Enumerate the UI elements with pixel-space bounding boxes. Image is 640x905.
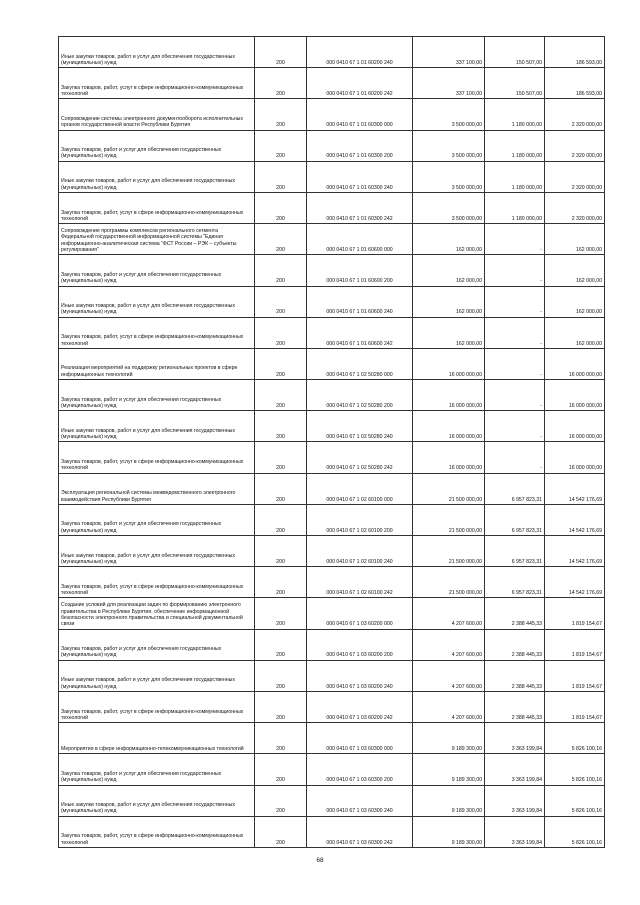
row-budget-classification-code: 000 0410 67 1 01 60600 242 [307,317,413,348]
row-line-code: 200 [255,629,307,660]
row-approved-amount: 16 000 000,00 [413,348,485,379]
table-row [59,380,605,411]
row-executed-amount: 150 507,00 [485,37,545,68]
row-description: Закупка товаров, работ и услуг для обеспечения государственных (муниципальных) нужд [59,629,255,660]
table-row [59,598,605,629]
row-unexecuted-amount: 2 320 000,00 [545,130,605,161]
row-line-code: 200 [255,598,307,629]
row-description: Закупка товаров, работ и услуг для обеспечения государственных (муниципальных) нужд [59,255,255,286]
row-unexecuted-amount: 2 320 000,00 [545,99,605,130]
table-row [59,442,605,473]
budget-table-wrapper [58,36,604,848]
row-line-code: 200 [255,411,307,442]
row-description: Сопровождение системы электронного документооборота исполнительных органов государственной власти Республики Бурятия [59,99,255,130]
row-approved-amount: 9 189 300,00 [413,816,485,847]
row-approved-amount: 16 000 000,00 [413,442,485,473]
row-line-code: 200 [255,317,307,348]
row-budget-classification-code: 000 0410 67 1 01 60600 240 [307,286,413,317]
row-executed-amount: 3 363 199,84 [485,723,545,754]
row-description: Иные закупки товаров, работ и услуг для обеспечения государственных (муниципальных) нужд [59,411,255,442]
row-budget-classification-code: 000 0410 67 1 01 60600 200 [307,255,413,286]
row-budget-classification-code: 000 0410 67 1 01 60200 242 [307,68,413,99]
row-budget-classification-code: 000 0410 67 1 01 60300 000 [307,99,413,130]
row-description: Закупка товаров, работ и услуг для обеспечения государственных (муниципальных) нужд [59,130,255,161]
row-description: Закупка товаров, работ, услуг в сфере информационно-коммуникационных технологий [59,192,255,223]
row-executed-amount: 1 180 000,00 [485,99,545,130]
row-executed-amount: - [485,224,545,255]
row-description: Закупка товаров, работ, услуг в сфере информационно-коммуникационных технологий [59,442,255,473]
row-budget-classification-code: 000 0410 67 1 01 60300 200 [307,130,413,161]
row-budget-classification-code: 000 0410 67 1 02 60100 240 [307,536,413,567]
row-unexecuted-amount: 1 819 154,67 [545,629,605,660]
row-executed-amount: - [485,317,545,348]
table-row [59,473,605,504]
row-description: Создание условий для реализации задач по формированию электронного правительства в Республике Бурятия, обеспечение информационной безопасности электронного правительства и специальной документальной связи [59,598,255,629]
row-line-code: 200 [255,99,307,130]
row-line-code: 200 [255,161,307,192]
row-description: Закупка товаров, работ и услуг для обеспечения государственных (муниципальных) нужд [59,380,255,411]
row-unexecuted-amount: 14 542 176,69 [545,567,605,598]
row-unexecuted-amount: 5 826 100,16 [545,816,605,847]
row-approved-amount: 9 189 300,00 [413,723,485,754]
row-budget-classification-code: 000 0410 67 1 01 60600 000 [307,224,413,255]
row-description: Иные закупки товаров, работ и услуг для обеспечения государственных (муниципальных) нужд [59,161,255,192]
row-line-code: 200 [255,567,307,598]
row-description: Иные закупки товаров, работ и услуг для обеспечения государственных (муниципальных) нужд [59,536,255,567]
row-description: Сопровождение программы комплексов регионального сегмента Федеральной государственной информационной системы "Единая информационно-аналитическая система "ФСТ России – РЭК – субъекты регулирования" [59,224,255,255]
table-row [59,785,605,816]
row-approved-amount: 162 000,00 [413,224,485,255]
table-row [59,68,605,99]
row-approved-amount: 162 000,00 [413,286,485,317]
row-unexecuted-amount: 162 000,00 [545,286,605,317]
row-line-code: 200 [255,68,307,99]
row-line-code: 200 [255,37,307,68]
row-line-code: 200 [255,536,307,567]
row-approved-amount: 337 100,00 [413,68,485,99]
row-executed-amount: 2 388 445,33 [485,660,545,691]
row-executed-amount: 6 957 823,31 [485,536,545,567]
row-budget-classification-code: 000 0410 67 1 02 60100 200 [307,504,413,535]
row-unexecuted-amount: 2 320 000,00 [545,161,605,192]
table-row [59,411,605,442]
row-unexecuted-amount: 16 000 000,00 [545,442,605,473]
row-unexecuted-amount: 186 593,00 [545,37,605,68]
row-approved-amount: 16 000 000,00 [413,411,485,442]
row-description: Закупка товаров, работ, услуг в сфере информационно-коммуникационных технологий [59,68,255,99]
row-line-code: 200 [255,660,307,691]
row-description: Закупка товаров, работ и услуг для обеспечения государственных (муниципальных) нужд [59,754,255,785]
row-line-code: 200 [255,286,307,317]
row-description: Закупка товаров, работ и услуг для обеспечения государственных (муниципальных) нужд [59,504,255,535]
row-budget-classification-code: 000 0410 67 1 03 60300 000 [307,723,413,754]
row-executed-amount: - [485,286,545,317]
row-unexecuted-amount: 14 542 176,69 [545,473,605,504]
row-unexecuted-amount: 16 000 000,00 [545,348,605,379]
row-budget-classification-code: 000 0410 67 1 01 60200 240 [307,37,413,68]
row-line-code: 200 [255,192,307,223]
row-executed-amount: 2 388 445,33 [485,629,545,660]
row-line-code: 200 [255,473,307,504]
table-row [59,255,605,286]
row-description: Закупка товаров, работ, услуг в сфере информационно-коммуникационных технологий [59,317,255,348]
table-row [59,286,605,317]
row-line-code: 200 [255,816,307,847]
row-description: Закупка товаров, работ, услуг в сфере информационно-коммуникационных технологий [59,567,255,598]
row-budget-classification-code: 000 0410 67 1 03 60200 000 [307,598,413,629]
row-description: Иные закупки товаров, работ и услуг для обеспечения государственных (муниципальных) нужд [59,37,255,68]
row-budget-classification-code: 000 0410 67 1 02 60100 000 [307,473,413,504]
row-unexecuted-amount: 5 826 100,16 [545,754,605,785]
row-unexecuted-amount: 16 000 000,00 [545,380,605,411]
row-line-code: 200 [255,130,307,161]
row-description: Иные закупки товаров, работ и услуг для обеспечения государственных (муниципальных) нужд [59,660,255,691]
row-unexecuted-amount: 1 819 154,67 [545,691,605,722]
row-executed-amount: - [485,411,545,442]
page-number: 68 [316,857,324,864]
table-row [59,192,605,223]
row-description: Иные закупки товаров, работ и услуг для обеспечения государственных (муниципальных) нужд [59,286,255,317]
row-unexecuted-amount: 1 819 154,67 [545,598,605,629]
table-row [59,37,605,68]
row-executed-amount: 6 957 823,31 [485,504,545,535]
row-line-code: 200 [255,754,307,785]
table-row [59,130,605,161]
row-approved-amount: 4 207 600,00 [413,660,485,691]
row-unexecuted-amount: 16 000 000,00 [545,411,605,442]
table-row [59,567,605,598]
row-description: Закупка товаров, работ, услуг в сфере информационно-коммуникационных технологий [59,691,255,722]
table-row [59,816,605,847]
row-executed-amount: 150 507,00 [485,68,545,99]
row-unexecuted-amount: 162 000,00 [545,317,605,348]
row-line-code: 200 [255,785,307,816]
row-budget-classification-code: 000 0410 67 1 03 60300 240 [307,785,413,816]
row-approved-amount: 4 207 600,00 [413,629,485,660]
row-budget-classification-code: 000 0410 67 1 02 50280 200 [307,380,413,411]
table-row [59,504,605,535]
row-budget-classification-code: 000 0410 67 1 02 50280 240 [307,411,413,442]
table-row [59,723,605,754]
row-budget-classification-code: 000 0410 67 1 02 60100 242 [307,567,413,598]
row-unexecuted-amount: 14 542 176,69 [545,536,605,567]
row-approved-amount: 4 207 600,00 [413,598,485,629]
row-approved-amount: 162 000,00 [413,255,485,286]
row-executed-amount: - [485,442,545,473]
row-budget-classification-code: 000 0410 67 1 01 60300 240 [307,161,413,192]
row-line-code: 200 [255,255,307,286]
row-description: Мероприятия в сфере информационно-телекоммуникационных технологий [59,723,255,754]
row-unexecuted-amount: 162 000,00 [545,224,605,255]
row-unexecuted-amount: 5 826 100,16 [545,723,605,754]
row-approved-amount: 3 500 000,00 [413,99,485,130]
table-row [59,691,605,722]
row-executed-amount: - [485,348,545,379]
row-approved-amount: 162 000,00 [413,317,485,348]
row-approved-amount: 21 500 000,00 [413,567,485,598]
row-description: Иные закупки товаров, работ и услуг для обеспечения государственных (муниципальных) нужд [59,785,255,816]
row-line-code: 200 [255,504,307,535]
row-approved-amount: 3 500 000,00 [413,192,485,223]
row-description: Реализация мероприятий на поддержку региональных проектов в сфере информационных технологий [59,348,255,379]
row-line-code: 200 [255,224,307,255]
row-executed-amount: - [485,255,545,286]
row-approved-amount: 16 000 000,00 [413,380,485,411]
row-description: Эксплуатация региональной системы межведомственного электронного взаимодействия Республики Бурятия [59,473,255,504]
row-approved-amount: 21 500 000,00 [413,536,485,567]
row-executed-amount: 6 957 823,31 [485,473,545,504]
row-unexecuted-amount: 5 826 100,16 [545,785,605,816]
row-executed-amount: - [485,380,545,411]
row-budget-classification-code: 000 0410 67 1 03 60300 200 [307,754,413,785]
row-approved-amount: 21 500 000,00 [413,473,485,504]
row-executed-amount: 1 180 000,00 [485,161,545,192]
row-budget-classification-code: 000 0410 67 1 02 50280 000 [307,348,413,379]
row-executed-amount: 3 363 199,84 [485,754,545,785]
row-line-code: 200 [255,442,307,473]
row-executed-amount: 3 363 199,84 [485,816,545,847]
row-executed-amount: 3 363 199,84 [485,785,545,816]
row-executed-amount: 2 388 445,33 [485,691,545,722]
row-budget-classification-code: 000 0410 67 1 03 60200 240 [307,660,413,691]
row-budget-classification-code: 000 0410 67 1 01 60300 242 [307,192,413,223]
table-row [59,660,605,691]
row-line-code: 200 [255,691,307,722]
row-unexecuted-amount: 2 320 000,00 [545,192,605,223]
row-executed-amount: 1 180 000,00 [485,192,545,223]
table-row [59,754,605,785]
row-line-code: 200 [255,380,307,411]
row-unexecuted-amount: 162 000,00 [545,255,605,286]
table-row [59,629,605,660]
row-approved-amount: 21 500 000,00 [413,504,485,535]
row-approved-amount: 3 500 000,00 [413,130,485,161]
table-row [59,161,605,192]
row-unexecuted-amount: 1 819 154,67 [545,660,605,691]
row-budget-classification-code: 000 0410 67 1 03 60200 242 [307,691,413,722]
row-line-code: 200 [255,348,307,379]
row-description: Закупка товаров, работ, услуг в сфере информационно-коммуникационных технологий [59,816,255,847]
row-approved-amount: 9 189 300,00 [413,754,485,785]
row-executed-amount: 6 957 823,31 [485,567,545,598]
row-budget-classification-code: 000 0410 67 1 02 50280 242 [307,442,413,473]
row-approved-amount: 9 189 300,00 [413,785,485,816]
row-unexecuted-amount: 14 542 176,69 [545,504,605,535]
row-line-code: 200 [255,723,307,754]
table-row [59,317,605,348]
row-executed-amount: 1 180 000,00 [485,130,545,161]
row-approved-amount: 337 100,00 [413,37,485,68]
table-row [59,536,605,567]
row-approved-amount: 4 207 600,00 [413,691,485,722]
table-row [59,224,605,255]
row-budget-classification-code: 000 0410 67 1 03 60300 242 [307,816,413,847]
budget-table-body [59,37,605,848]
row-budget-classification-code: 000 0410 67 1 03 60200 200 [307,629,413,660]
table-row [59,99,605,130]
budget-table [58,36,605,848]
row-unexecuted-amount: 186 593,00 [545,68,605,99]
table-row [59,348,605,379]
row-approved-amount: 3 500 000,00 [413,161,485,192]
row-executed-amount: 2 388 445,33 [485,598,545,629]
